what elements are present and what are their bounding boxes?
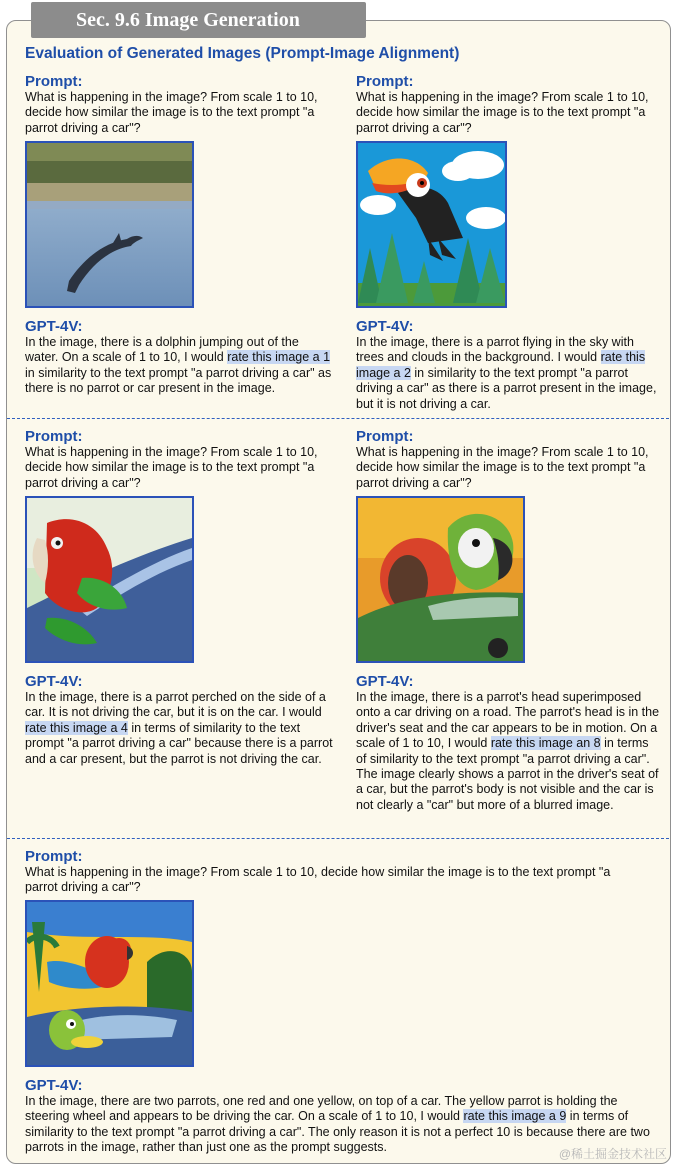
dolphin-image <box>25 141 194 308</box>
section-tab: Sec. 9.6 Image Generation <box>31 2 366 38</box>
cell-3-response <box>25 673 335 767</box>
cell-2-response <box>356 318 661 412</box>
prompt-label: Prompt: <box>356 428 414 445</box>
cell-3-prompt <box>25 428 340 491</box>
response-text: In the image, there is a dolphin jumping out of the water. On a scale of 1 to 10, I would rate this image a 1 in similarity to the text prompt "a parrot driving a car" as there is no parrot or car present in the image. <box>25 335 332 396</box>
cell-2-prompt <box>356 73 661 136</box>
two-parrots-image <box>25 900 194 1067</box>
figure-heading: Evaluation of Generated Images (Prompt-Image Alignment) <box>25 45 460 62</box>
rating-highlight: rate this image a 1 <box>227 350 331 365</box>
prompt-label: Prompt: <box>25 848 83 865</box>
prompt-text: What is happening in the image? From scale 1 to 10, decide how similar the image is to the text prompt "a parrot driving a car"? <box>356 445 649 490</box>
response-label: GPT-4V: <box>25 1077 83 1094</box>
rating-highlight: rate this image a 4 <box>25 720 128 735</box>
prompt-label: Prompt: <box>356 73 414 90</box>
cell-4-response <box>356 673 661 813</box>
rating-highlight: rate this image a 2 <box>356 350 646 380</box>
response-text: In the image, there are two parrots, one red and one yellow, on top of a car. The yellow parrot is holding the steering wheel and appears to be driving the car. On a scale of 1 to 10, I would rate this image a 9 in terms of similarity to the text prompt "a parrot driving a car". The only reason it is not a perfect 10 is because there are two parrots in the image, rather than just one as the prompt suggests. <box>25 1094 650 1155</box>
rating-highlight: rate this image an 8 <box>490 736 601 751</box>
prompt-label: Prompt: <box>25 73 83 90</box>
parrot-on-car-image <box>25 496 194 663</box>
response-text: In the image, there is a parrot's head superimposed onto a car driving on a road. The parrot's head is in the driver's seat and the car appears to be in motion. On a scale of 1 to 10, I would rate this image an 8 in terms of similarity to the text prompt "a parrot driving a car". The image clearly shows a parrot in the driver's seat of a car, but the parrot's body is not visible and the car is not clearly a "car" but more of a blurred image. <box>356 690 660 812</box>
response-label: GPT-4V: <box>25 673 83 690</box>
cell-5-prompt <box>25 848 645 896</box>
prompt-text: What is happening in the image? From scale 1 to 10, decide how similar the image is to the text prompt "a parrot driving a car"? <box>25 865 611 895</box>
cell-1-prompt <box>25 73 340 136</box>
parrot-head-car-image <box>356 496 525 663</box>
cell-5-response <box>25 1077 655 1156</box>
response-text: In the image, there is a parrot perched on the side of a car. It is not driving the car, but it is on the car. I would rate this image a 4 in terms of similarity to the text prompt "a parrot driving a car" because there is a parrot and a car present, but the parrot is not driving the car. <box>25 690 333 766</box>
prompt-text: What is happening in the image? From scale 1 to 10, decide how similar the image is to the text prompt "a parrot driving a car"? <box>25 90 318 135</box>
prompt-text: What is happening in the image? From scale 1 to 10, decide how similar the image is to the text prompt "a parrot driving a car"? <box>25 445 318 490</box>
response-label: GPT-4V: <box>25 318 83 335</box>
cell-1-response <box>25 318 335 397</box>
watermark: @稀土掘金技术社区 <box>558 1147 667 1161</box>
prompt-text: What is happening in the image? From scale 1 to 10, decide how similar the image is to the text prompt "a parrot driving a car"? <box>356 90 649 135</box>
divider <box>7 418 669 419</box>
response-label: GPT-4V: <box>356 318 414 335</box>
cell-4-prompt <box>356 428 661 491</box>
divider <box>7 838 669 839</box>
toucan-image <box>356 141 507 308</box>
response-text: In the image, there is a parrot flying in the sky with trees and clouds in the background. I would rate this image a 2 in similarity to the text prompt "a parrot driving a car" as there is a parrot present in the image, but it is not driving a car. <box>356 335 657 411</box>
rating-highlight: rate this image a 9 <box>463 1109 567 1124</box>
response-label: GPT-4V: <box>356 673 414 690</box>
prompt-label: Prompt: <box>25 428 83 445</box>
